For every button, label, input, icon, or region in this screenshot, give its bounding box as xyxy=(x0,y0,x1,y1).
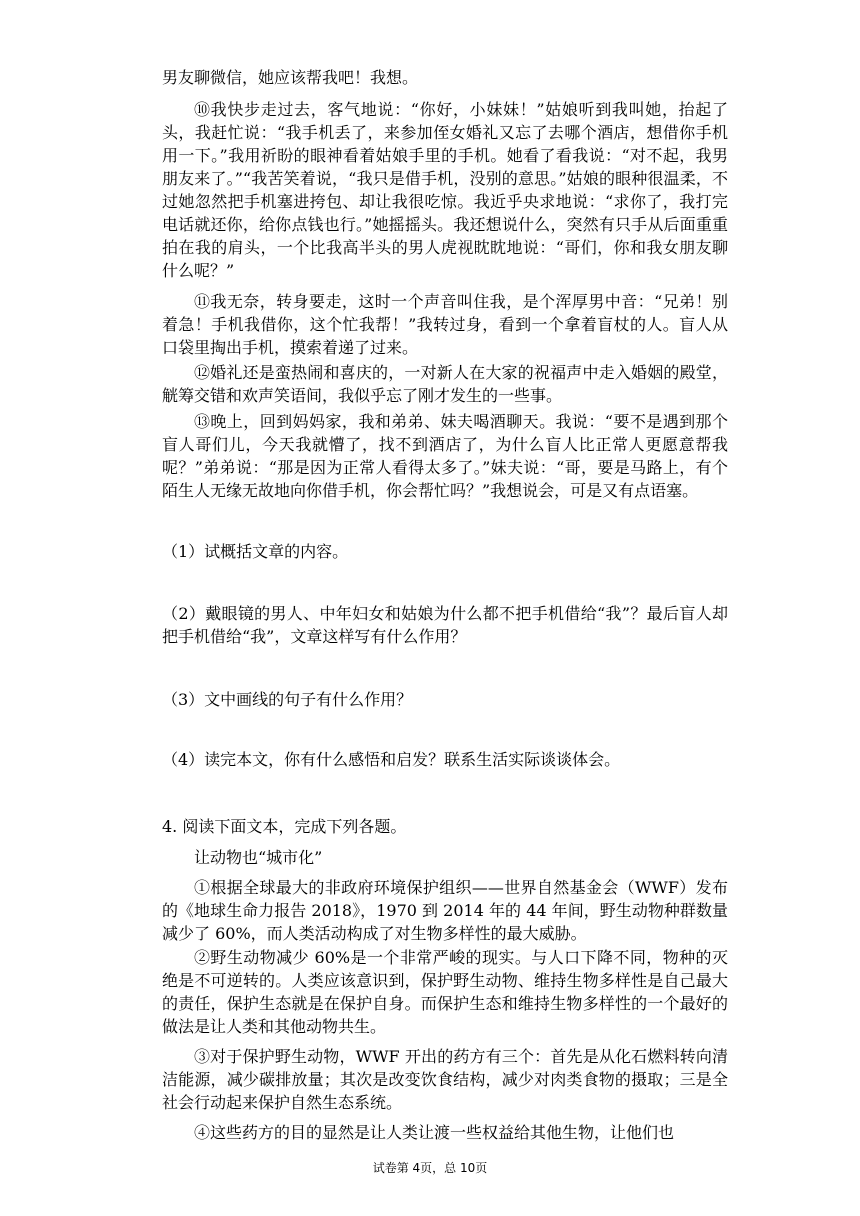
question-4: （4）读完本文，你有什么感悟和启发？联系生活实际谈谈体会。 xyxy=(162,750,621,769)
article-paragraph-1: ①根据全球最大的非政府环境保护组织——世界自然基金会（WWF）发布的《地球生命力报告 2018》，1970 到 2014 年的 44 年间，野生动物种群数量减少了 60%，而人类活动构成了对生物多样性的最大威胁。 xyxy=(162,878,728,943)
question-2: （2）戴眼镜的男人、中年妇女和姑娘为什么都不把手机借给“我”？最后盲人却把手机借给“我”，文章这样写有什么作用？ xyxy=(162,604,728,646)
question-1: （1）试概括文章的内容。 xyxy=(162,542,349,561)
article-title: 让动物也“城市化” xyxy=(194,848,323,867)
page-footer: 试卷第 4页，总 10页 xyxy=(372,1161,488,1175)
story-paragraph-11: ⑪我无奈，转身要走，这时一个声音叫住我，是个浑厚男中音：“兄弟！别着急！手机我借你，这个忙我帮！”我转过身，看到一个拿着盲杖的人。盲人从口袋里掏出手机，摸索着递了过来。 xyxy=(162,292,728,357)
article-paragraph-3: ③对于保护野生动物，WWF 开出的药方有三个：首先是从化石燃料转向清洁能源，减少碳排放量；其次是改变饮食结构，减少对肉类食物的摄取；三是全社会行动起来保护自然生态系统。 xyxy=(162,1047,728,1112)
article-paragraph-2: ②野生动物减少 60%是一个非常严峻的现实。与人口下降不同，物种的灭绝是不可逆转的。人类应该意识到，保护野生动物、维持生物多样性是自己最大的责任，保护生态就是在保护自身。而保护生态和维持生物多样性的一个最好的做法是让人类和其他动物共生。 xyxy=(162,948,728,1036)
continuation-text: 男友聊微信，她应该帮我吧！我想。 xyxy=(162,68,419,87)
story-paragraph-12: ⑫婚礼还是蛮热闹和喜庆的，一对新人在大家的祝福声中走入婚姻的殿堂，觥筹交错和欢声笑语间，我似乎忘了刚才发生的一些事。 xyxy=(162,363,728,405)
article-paragraph-4: ④这些药方的目的显然是让人类让渡一些权益给其他生物，让他们也 xyxy=(194,1123,675,1142)
question-3: （3）文中画线的句子有什么作用？ xyxy=(162,690,413,709)
story-paragraph-10: ⑩我快步走过去，客气地说：“你好，小妹妹！”姑娘听到我叫她，抬起了头，我赶忙说：“我手机丢了，来参加侄女婚礼又忘了去哪个酒店，想借你手机用一下。”我用祈盼的眼神看着姑娘手里的手机。她看了看我说：“对不起，我男朋友来了。”“我苦笑着说，“我只是借手机，没别的意思。”姑娘的眼种很温柔，不过她忽然把手机塞进挎包、却让我很吃惊。我近乎央求地说：“求你了，我打完电话就还你，给你点钱也行。”她摇摇头。我还想说什么，突然有只手从后面重重拍在我的肩头，一个比我高半头的男人虎视眈眈地说：“哥们，你和我女朋友聊什么呢？” xyxy=(162,100,728,280)
section-4-heading: 4. 阅读下面文本，完成下列各题。 xyxy=(162,817,407,836)
story-paragraph-13: ⑬晚上，回到妈妈家，我和弟弟、妹夫喝酒聊天。我说：“要不是遇到那个盲人哥们儿，今天我就懵了，找不到酒店了，为什么盲人比正常人更愿意帮我呢？”弟弟说：“那是因为正常人看得太多了。”妹夫说：“哥，要是马路上，有个陌生人无缘无故地向你借手机，你会帮忙吗？”我想说会，可是又有点语塞。 xyxy=(162,412,728,500)
